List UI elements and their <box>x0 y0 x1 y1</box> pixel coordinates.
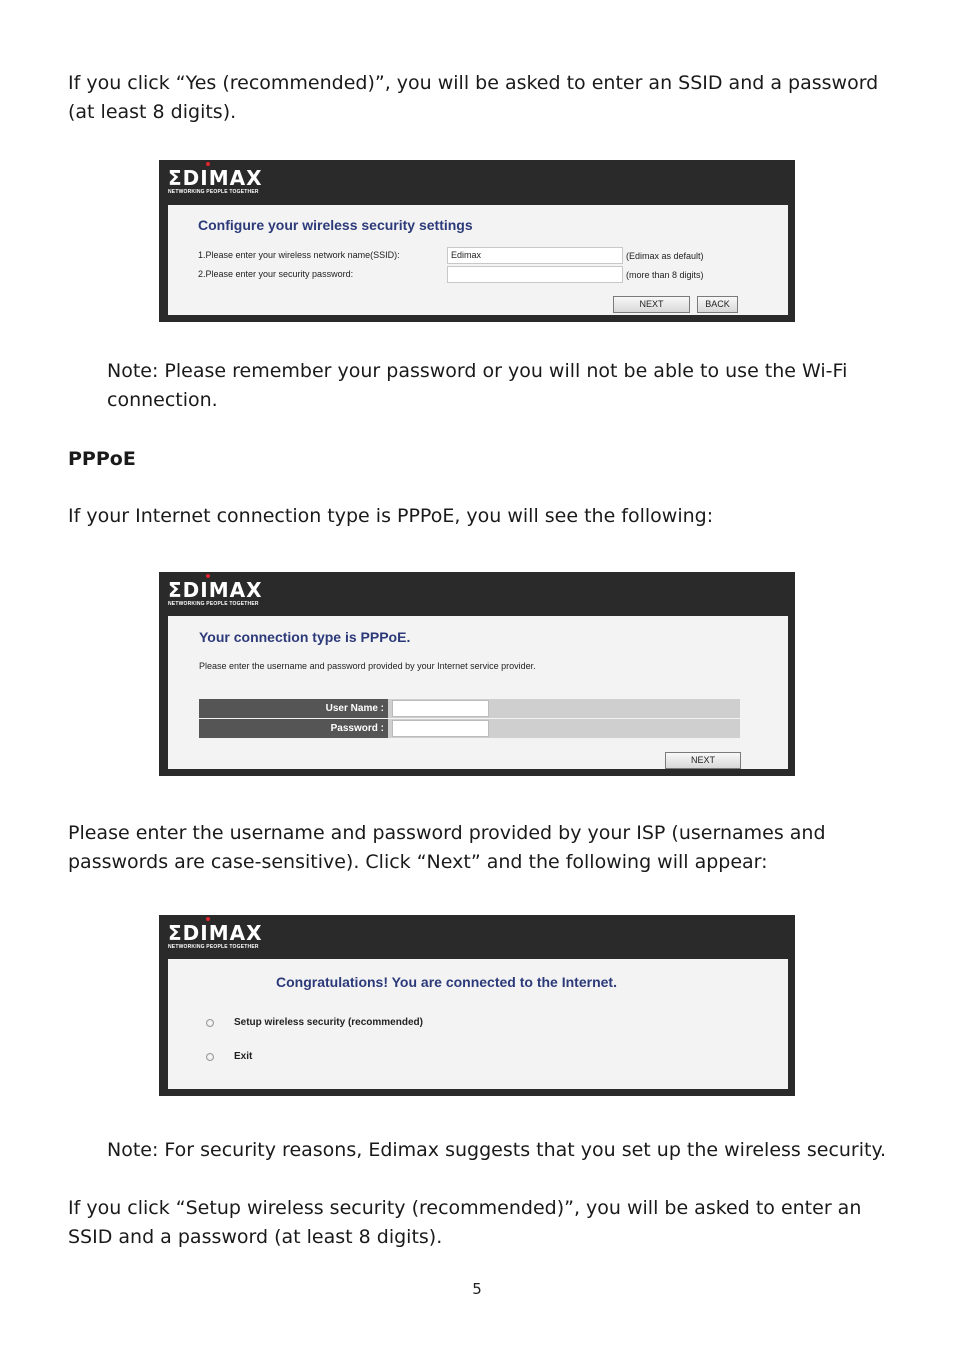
setup-security-radio[interactable] <box>206 1019 214 1027</box>
logo-tagline: NETWORKING PEOPLE TOGETHER <box>168 189 259 195</box>
ssid-label: 1.Please enter your wireless network name(SSID): <box>198 250 400 260</box>
logo-brand: ΣDIMAX <box>168 923 263 943</box>
pppoe-screenshot <box>159 572 795 776</box>
edimax-logo <box>168 923 263 950</box>
panel-title: Congratulations! You are connected to the Internet. <box>276 974 617 990</box>
page-number: 5 <box>472 1280 482 1298</box>
password-label: 2.Please enter your security password: <box>198 269 354 279</box>
panel-title: Your connection type is PPPoE. <box>199 629 411 645</box>
exit-radio[interactable] <box>206 1053 214 1061</box>
security-note: Note: For security reasons, Edimax suggests that you set up the wireless security. <box>107 1139 887 1161</box>
wireless-security-screenshot <box>159 160 795 322</box>
congratulations-panel <box>168 959 788 1089</box>
exit-label: Exit <box>234 1051 253 1062</box>
congratulations-screenshot <box>159 915 795 1096</box>
wireless-settings-panel <box>168 205 788 315</box>
pppoe-heading: PPPoE <box>68 448 136 470</box>
pppoe-paragraph: If your Internet connection type is PPPoE, you will see the following: <box>68 505 714 527</box>
username-row <box>199 699 740 718</box>
logo-brand: ΣDIMAX <box>168 168 263 188</box>
password-input[interactable] <box>392 720 489 737</box>
pppoe-panel <box>168 616 788 769</box>
next-button[interactable]: NEXT <box>665 752 741 769</box>
password-note: Note: Please remember your password or you will not be able to use the Wi-Fi connection. <box>107 360 848 411</box>
pppoe-description: Please enter the username and password provided by your Internet service provider. <box>199 661 536 671</box>
back-button[interactable]: BACK <box>697 296 738 313</box>
edimax-logo <box>168 168 263 195</box>
password-input[interactable] <box>447 266 623 283</box>
intro-paragraph: If you click “Yes (recommended)”, you will be asked to enter an SSID and a password (at least 8 digits). <box>68 72 879 123</box>
ssid-input[interactable]: Edimax <box>447 247 623 264</box>
next-button[interactable]: NEXT <box>613 296 690 313</box>
password-label: Password : <box>199 719 388 738</box>
logo-tagline: NETWORKING PEOPLE TOGETHER <box>168 944 259 950</box>
password-row <box>199 719 740 738</box>
ssid-hint: (Edimax as default) <box>626 251 704 261</box>
password-hint: (more than 8 digits) <box>626 270 704 280</box>
setup-security-label: Setup wireless security (recommended) <box>234 1017 423 1028</box>
username-input[interactable] <box>392 700 489 717</box>
panel-title: Configure your wireless security settings <box>198 217 473 233</box>
edimax-logo <box>168 580 263 607</box>
logo-tagline: NETWORKING PEOPLE TOGETHER <box>168 601 259 607</box>
logo-brand: ΣDIMAX <box>168 580 263 600</box>
setup-security-paragraph: If you click “Setup wireless security (recommended)”, you will be asked to enter an SSID and a password (at least 8 digits). <box>68 1197 862 1248</box>
username-label: User Name : <box>199 699 388 718</box>
isp-paragraph: Please enter the username and password provided by your ISP (usernames and passwords are case-sensitive). Click “Next” and the following will appear: <box>68 822 826 873</box>
